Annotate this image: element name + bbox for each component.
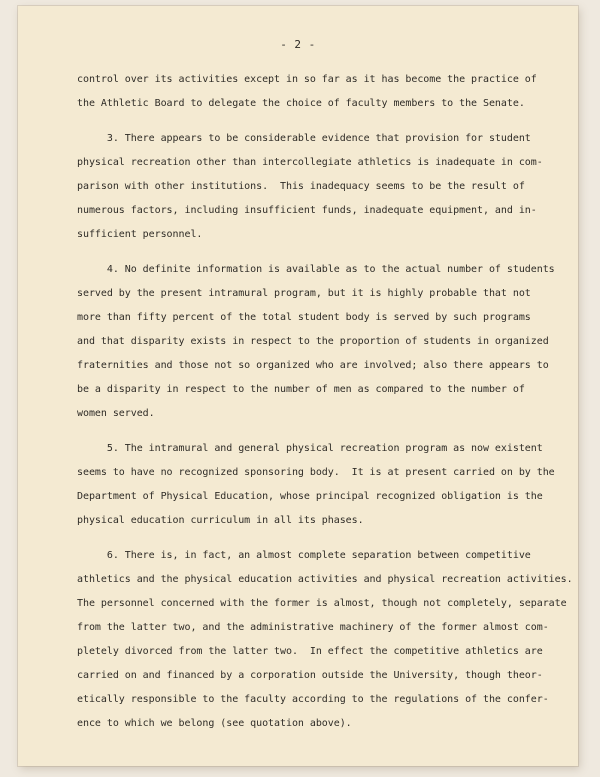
text-line: sufficient personnel.	[77, 229, 203, 240]
text-line: The personnel concerned with the former is almost, though not completely, separate	[77, 598, 567, 609]
paragraph-5	[77, 437, 577, 533]
text-line: physical recreation other than intercollegiate athletics is inadequate in com-	[77, 157, 543, 168]
paragraph-4	[77, 258, 577, 426]
text-line: fraternities and those not so organized who are involved; also there appears to	[77, 360, 549, 371]
text-line: parison with other institutions. This inadequacy seems to be the result of	[77, 181, 525, 192]
body-text	[77, 68, 577, 736]
text-line: etically responsible to the faculty according to the regulations of the confer-	[77, 694, 549, 705]
text-line: the Athletic Board to delegate the choice of faculty members to the Senate.	[77, 98, 525, 109]
page-number: - 2 -	[280, 38, 316, 51]
text-line: served by the present intramural program, but it is highly probable that not	[77, 288, 531, 299]
text-line: and that disparity exists in respect to the proportion of students in organized	[77, 336, 549, 347]
text-line: control over its activities except in so far as it has become the practice of	[77, 74, 537, 85]
typewritten-page	[18, 6, 578, 766]
text-line: from the latter two, and the administrative machinery of the former almost com-	[77, 622, 549, 633]
text-line: 6. There is, in fact, an almost complete separation between competitive	[77, 550, 531, 561]
text-line: numerous factors, including insufficient funds, inadequate equipment, and in-	[77, 205, 537, 216]
text-line: pletely divorced from the latter two. In effect the competitive athletics are	[77, 646, 543, 657]
text-line: seems to have no recognized sponsoring body. It is at present carried on by the	[77, 467, 555, 478]
text-line: 5. The intramural and general physical recreation program as now existent	[77, 443, 543, 454]
paragraph-3	[77, 127, 577, 247]
text-line: physical education curriculum in all its phases.	[77, 515, 364, 526]
text-line: carried on and financed by a corporation outside the University, though theor-	[77, 670, 543, 681]
text-line: be a disparity in respect to the number of men as compared to the number of	[77, 384, 525, 395]
text-line: 3. There appears to be considerable evidence that provision for student	[77, 133, 531, 144]
text-line: 4. No definite information is available as to the actual number of students	[77, 264, 555, 275]
text-line: athletics and the physical education activities and physical recreation activities.	[77, 574, 573, 585]
text-line: more than fifty percent of the total student body is served by such programs	[77, 312, 531, 323]
paragraph-6	[77, 544, 577, 736]
paragraph-continuation	[77, 68, 577, 116]
text-line: Department of Physical Education, whose principal recognized obligation is the	[77, 491, 543, 502]
text-line: ence to which we belong (see quotation above).	[77, 718, 352, 729]
text-line: women served.	[77, 408, 155, 419]
